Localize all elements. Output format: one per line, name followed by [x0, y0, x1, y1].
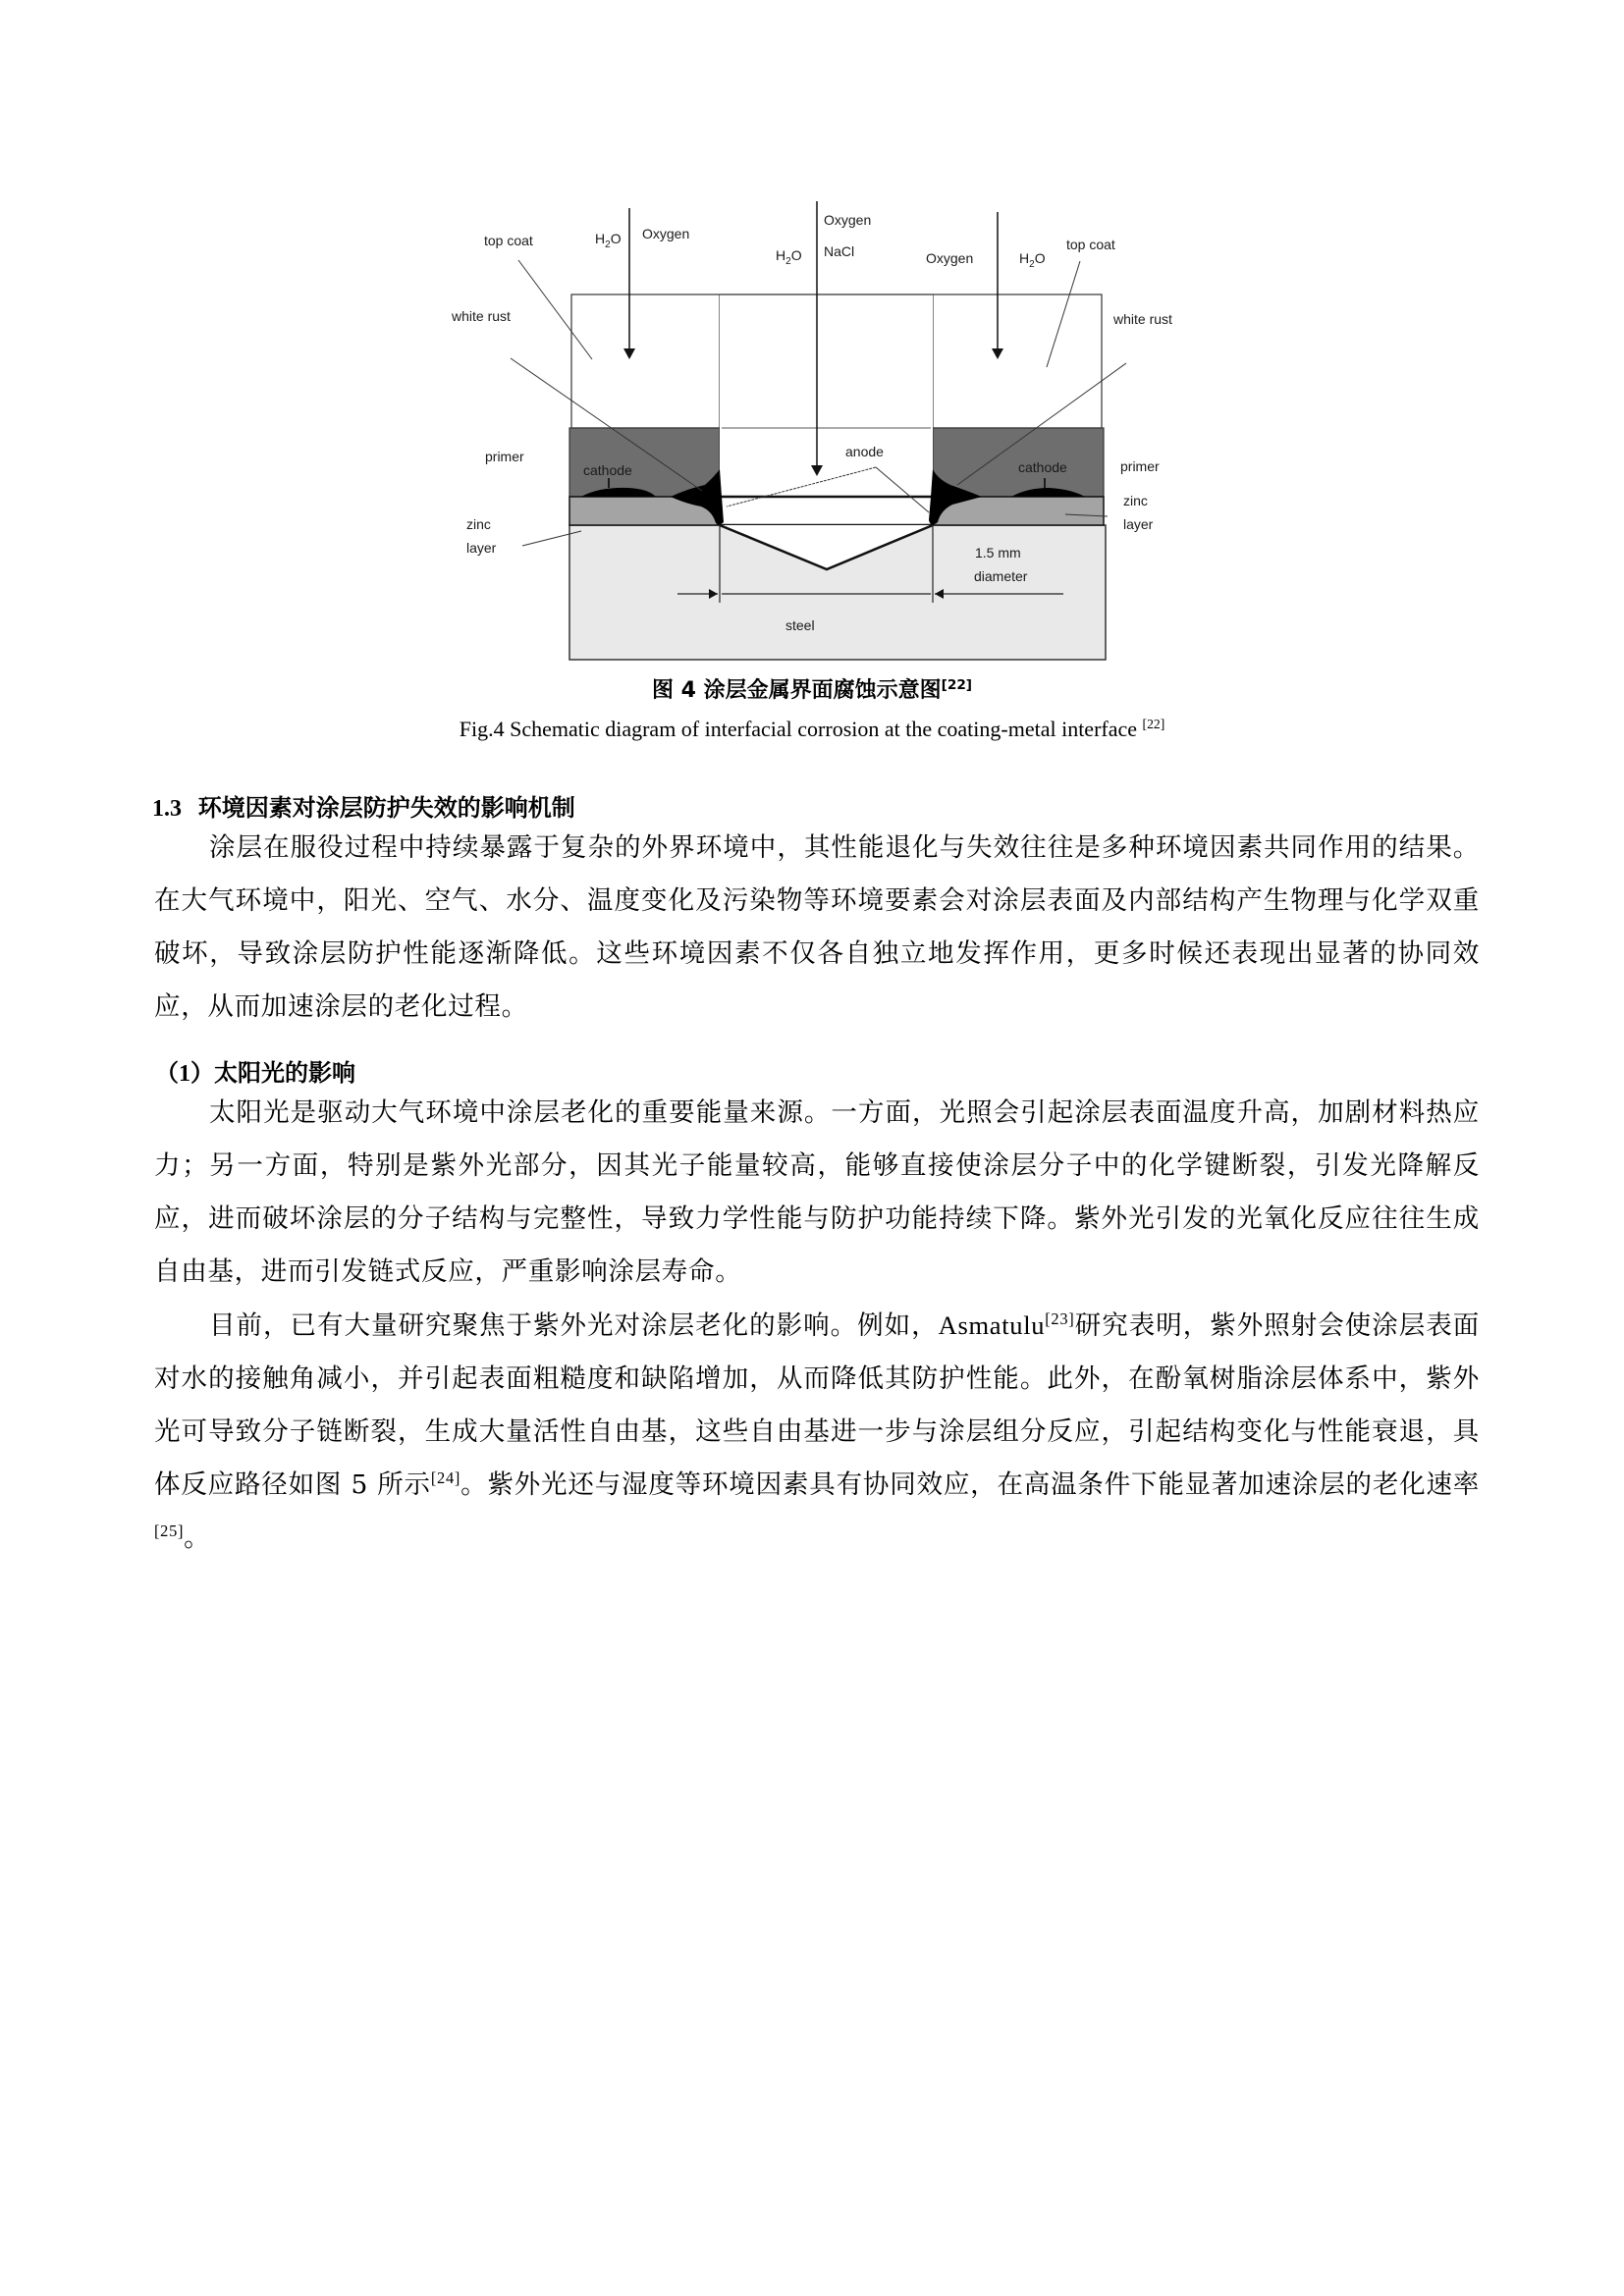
sunlight-paragraph-1: 太阳光是驱动大气环境中涂层老化的重要能量来源。一方面，光照会引起涂层表面温度升高，加剧材料热应力；另一方面，特别是紫外光部分，因其光子能量较高，能够直接使涂层分子中的化学键断裂，引发光降解反应，进而破坏涂层的分子结构与完整性，导致力学性能与防护功能持续下降。紫外光引发的光氧化反应往往生成自由基，进而引发链式反应，严重影响涂层寿命。: [154, 1097, 1480, 1287]
label-h2o-left: $H_2O$: [595, 231, 622, 250]
label-nacl-center: NaCl: [824, 243, 855, 259]
label-primer-right: primer: [1120, 458, 1160, 474]
citation-ref: [22]: [941, 676, 973, 693]
defect-gap: [720, 294, 933, 525]
citation-ref: [25]: [154, 1522, 185, 1541]
citation-ref: [22]: [1142, 716, 1165, 731]
label-layer-right: layer: [1123, 516, 1154, 532]
label-oxygen-left: Oxygen: [642, 226, 690, 241]
label-h2o-right: $H_2O$: [1019, 250, 1046, 270]
citation-ref: [23]: [1045, 1309, 1075, 1329]
label-oxygen-center: Oxygen: [824, 212, 872, 228]
label-zinc-right: zinc: [1123, 493, 1148, 508]
figure-4: [432, 196, 1218, 667]
label-primer-left: primer: [485, 449, 524, 464]
section-intro-paragraph: 涂层在服役过程中持续暴露于复杂的外界环境中，其性能退化与失效往往是多种环境因素共同作用的结果。在大气环境中，阳光、空气、水分、温度变化及污染物等环境要素会对涂层表面及内部结构产生物理与化学双重破坏，导致涂层防护性能逐渐降低。这些环境因素不仅各自独立地发挥作用，更多时候还表现出显著的协同效应，从而加速涂层的老化过程。: [154, 832, 1480, 1022]
label-cathode-left: cathode: [583, 462, 632, 478]
citation-ref: [24]: [430, 1468, 461, 1488]
label-cathode-right: cathode: [1018, 459, 1067, 475]
para2-text-d: 。: [184, 1522, 211, 1553]
section-heading: [152, 788, 575, 823]
label-dimension-text: diameter: [974, 568, 1028, 584]
top-coat-right: [933, 294, 1102, 428]
label-white-rust-left: white rust: [452, 308, 511, 324]
caption-cn-text: 图 4 涂层金属界面腐蚀示意图: [651, 678, 942, 703]
para2-text-a: 目前，已有大量研究聚焦于紫外光对涂层老化的影响。例如，: [209, 1310, 939, 1341]
subsection-heading: [155, 1053, 355, 1088]
author-name: Asmatulu: [938, 1310, 1046, 1340]
label-h2o-center: $H_2O$: [776, 247, 802, 267]
caption-en-text: Fig.4 Schematic diagram of interfacial corrosion at the coating-metal interface: [459, 717, 1143, 741]
figure-caption-cn: [0, 673, 1624, 704]
section-number: 1.3: [152, 796, 182, 822]
label-oxygen-right: Oxygen: [926, 250, 974, 266]
para2-text-c: 。紫外光还与湿度等环境因素具有协同效应，在高温条件下能显著加速涂层的老化速率: [460, 1469, 1480, 1500]
label-top-coat-right: top coat: [1066, 237, 1115, 252]
corrosion-diagram: [432, 196, 1218, 667]
top-coat-left: [571, 294, 720, 428]
section-title: 环境因素对涂层防护失效的影响机制: [197, 794, 575, 822]
label-white-rust-right: white rust: [1113, 311, 1172, 327]
label-layer-left: layer: [466, 540, 497, 556]
label-top-coat-left: top coat: [484, 233, 533, 248]
label-dimension-value: 1.5 mm: [975, 545, 1021, 561]
subsection-number: （1）: [155, 1061, 214, 1087]
label-zinc-left: zinc: [466, 516, 491, 532]
sunlight-paragraph-2: [154, 1299, 1480, 1565]
label-anode: anode: [845, 444, 884, 459]
figure-caption-en: [0, 717, 1624, 742]
label-steel: steel: [785, 617, 815, 633]
para2-text-b: 研究表明，紫外照射会使涂层表面对水的接触角减小，并引起表面粗糙度和缺陷增加，从而降低其防护性能。此外，在酚氧树脂涂层体系中，紫外光可导致分子链断裂，生成大量活性自由基，这些自由基进一步与涂层组分反应，引起结构变化与性能衰退，具体反应路径如图 5 所示: [154, 1310, 1480, 1500]
subsection-title: 太阳光的影响: [214, 1059, 355, 1087]
